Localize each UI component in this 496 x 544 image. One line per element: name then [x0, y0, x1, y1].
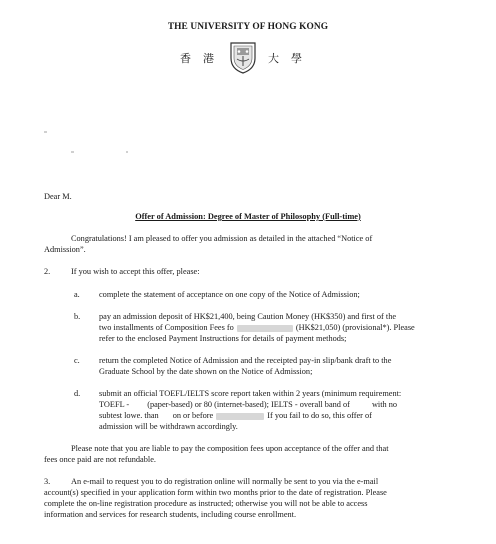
- sub-item-b-line-2b: (HK$21,050) (provisional*). Please: [295, 323, 415, 332]
- sub-item-letter-b: b.: [74, 312, 81, 321]
- redaction-mark: [126, 151, 128, 153]
- item-3-line-2: account(s) specified in your application form within two months prior to the date of registration. Please: [44, 488, 387, 497]
- salutation: Dear M.: [44, 192, 72, 201]
- item-3-line-3: complete the on-line registration procedure as instructed; otherwise you will not be able to access: [44, 499, 368, 508]
- sub-item-letter-d: d.: [74, 389, 81, 398]
- sub-item-a-text: complete the statement of acceptance on one copy of the Notice of Admission;: [99, 290, 360, 299]
- chinese-char-4: 學: [291, 52, 302, 65]
- item-3-line-4: information and services for research students, including course enrollment.: [44, 510, 297, 519]
- redacted-year: [237, 325, 293, 332]
- offer-heading: Offer of Admission: Degree of Master of Philosophy (Full-time): [135, 212, 361, 221]
- sub-item-d-line-2: [99, 400, 397, 411]
- congrats-line-1: Congratulations! I am pleased to offer you admission as detailed in the attached “Notice of: [71, 234, 373, 243]
- university-name: THE UNIVERSITY OF HONG KONG: [167, 22, 329, 32]
- note-line-1: Please note that you are liable to pay the composition fees upon acceptance of the offer and that: [71, 444, 389, 453]
- sub-item-d-line-2b: (paper-based) or 80 (internet-based); IELTS - overall band of: [147, 400, 350, 409]
- congrats-line-2: Admission”.: [44, 245, 86, 254]
- sub-item-d-line-2c: with no: [371, 400, 398, 409]
- sub-item-d-line-2a: TOEFL -: [99, 400, 130, 409]
- sub-item-b-line-1: pay an admission deposit of HK$21,400, being Caution Money (HK$350) and first of the: [99, 312, 397, 321]
- sub-item-d-line-1: submit an official TOEFL/IELTS score report taken within 2 years (minimum requirement:: [99, 389, 402, 398]
- chinese-char-1: 香: [180, 52, 191, 65]
- sub-item-d-line-3b: on or before: [172, 411, 214, 420]
- sub-item-c-line-2: Graduate School by the date shown on the Notice of Admission;: [99, 367, 313, 376]
- sub-item-c-line-1: return the completed Notice of Admission and the receipted pay-in slip/bank draft to the: [99, 356, 392, 365]
- redaction-mark: [44, 131, 47, 133]
- sub-item-b-line-2: [99, 323, 415, 334]
- sub-item-d-line-3: [99, 411, 372, 422]
- note-line-2: fees once paid are not refundable.: [44, 455, 156, 464]
- item-number-3: 3.: [44, 477, 51, 486]
- university-crest-icon: [228, 40, 258, 74]
- sub-item-d-line-4: admission will be withdrawn accordingly.: [99, 422, 238, 431]
- sub-item-d-line-3a: subtest lowe. than: [99, 411, 159, 420]
- chinese-char-2: 港: [203, 52, 214, 65]
- redaction-mark: [71, 151, 74, 153]
- sub-item-b-line-2a: two installments of Composition Fees fo: [99, 323, 234, 332]
- chinese-char-3: 大: [268, 52, 279, 65]
- sub-item-letter-c: c.: [74, 356, 80, 365]
- redacted-date: [216, 413, 264, 420]
- item-number-2: 2.: [44, 267, 51, 276]
- sub-item-d-line-3c: If you fail to do so, this offer of: [267, 411, 372, 420]
- item-3-line-1: An e-mail to request you to do registration online will normally be sent to you via the e-mail: [71, 477, 379, 486]
- item-2-intro: If you wish to accept this offer, please:: [71, 267, 200, 276]
- sub-item-b-line-3: refer to the enclosed Payment Instructions for details of payment methods;: [99, 334, 347, 343]
- sub-item-letter-a: a.: [74, 290, 80, 299]
